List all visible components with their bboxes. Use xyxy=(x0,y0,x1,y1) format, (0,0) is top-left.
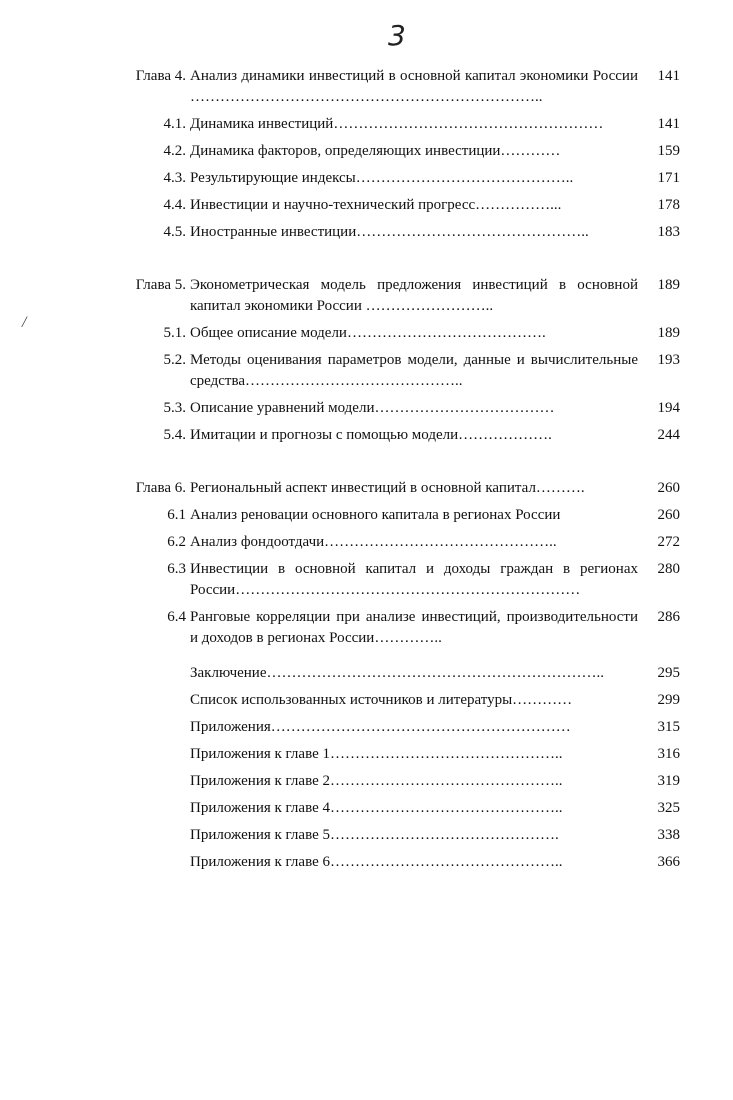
section-row[interactable] xyxy=(100,114,680,135)
section-title: Общее описание модели…………………………………. xyxy=(190,325,546,341)
section-page: 280 xyxy=(657,561,680,577)
section-row[interactable] xyxy=(100,532,680,553)
section-row[interactable] xyxy=(100,323,680,344)
section-number: 6.2 xyxy=(167,534,186,550)
section-number: 5.4. xyxy=(163,427,186,443)
section-page: 244 xyxy=(657,427,680,443)
section-row[interactable] xyxy=(100,168,680,189)
section-page: 272 xyxy=(657,534,680,550)
back-matter-row[interactable] xyxy=(100,798,680,819)
section-row[interactable] xyxy=(100,141,680,162)
back-matter-page: 299 xyxy=(657,692,680,708)
section-title: Анализ реновации основного капитала в регионах России xyxy=(190,507,561,523)
table-of-contents xyxy=(100,66,680,873)
back-matter-page: 366 xyxy=(657,854,680,870)
back-matter-row[interactable] xyxy=(100,771,680,792)
section-title: Ранговые корреляции при анализе инвестиций, производительности и доходов в регионах России………….. xyxy=(190,609,638,646)
section-number: 4.3. xyxy=(163,170,186,186)
section-row[interactable] xyxy=(100,398,680,419)
chapter-6-row[interactable] xyxy=(100,478,680,499)
section-page: 159 xyxy=(657,143,680,159)
chapter-5-row[interactable] xyxy=(100,275,680,317)
back-matter-row[interactable] xyxy=(100,852,680,873)
chapter-label: Глава 5. xyxy=(135,277,186,293)
section-page: 189 xyxy=(657,325,680,341)
section-number: 4.1. xyxy=(163,116,186,132)
back-matter-row[interactable] xyxy=(100,717,680,738)
back-matter-title: Заключение………………………………………………………….. xyxy=(190,665,604,681)
back-matter-title: Приложения к главе 5………………………………………. xyxy=(190,827,559,843)
section-page: 194 xyxy=(657,400,680,416)
section-number: 4.5. xyxy=(163,224,186,240)
chapter-title: Анализ динамики инвестиций в основной капитал экономики России …………………………………………………………….. xyxy=(190,68,638,105)
section-title: Имитации и прогнозы с помощью модели………………. xyxy=(190,427,552,443)
section-page: 193 xyxy=(657,352,680,368)
section-number: 4.2. xyxy=(163,143,186,159)
section-title: Инвестиции в основной капитал и доходы граждан в регионах России…………………………………………………………… xyxy=(190,561,638,598)
chapter-title: Региональный аспект инвестиций в основной капитал………. xyxy=(190,480,585,496)
section-number: 5.1. xyxy=(163,325,186,341)
section-title: Динамика факторов, определяющих инвестиции………… xyxy=(190,143,561,159)
chapter-label: Глава 4. xyxy=(135,68,186,84)
back-matter-page: 315 xyxy=(657,719,680,735)
section-number: 6.1 xyxy=(167,507,186,523)
section-number: 6.4 xyxy=(167,609,186,625)
section-title: Методы оценивания параметров модели, данные и вычислительные средства…………………………………….. xyxy=(190,352,638,389)
section-row[interactable] xyxy=(100,222,680,243)
back-matter-row[interactable] xyxy=(100,825,680,846)
back-matter-row[interactable] xyxy=(100,690,680,711)
section-title: Динамика инвестиций……………………………………………… xyxy=(190,116,604,132)
section-number: 5.2. xyxy=(163,352,186,368)
section-title: Иностранные инвестиции……………………………………….. xyxy=(190,224,589,240)
back-matter-title: Приложения к главе 1……………………………………….. xyxy=(190,746,563,762)
section-row[interactable] xyxy=(100,425,680,446)
chapter-page: 189 xyxy=(657,277,680,293)
chapter-title: Эконометрическая модель предложения инвестиций в основной капитал экономики России …………………….. xyxy=(190,277,638,314)
page-number: 3 xyxy=(388,19,406,52)
chapter-label: Глава 6. xyxy=(135,480,186,496)
back-matter-page: 319 xyxy=(657,773,680,789)
back-matter-page: 338 xyxy=(657,827,680,843)
section-title: Результирующие индексы…………………………………….. xyxy=(190,170,574,186)
chapter-page: 260 xyxy=(657,480,680,496)
back-matter-title: Список использованных источников и литературы………… xyxy=(190,692,573,708)
section-number: 5.3. xyxy=(163,400,186,416)
section-page: 141 xyxy=(657,116,680,132)
section-row[interactable] xyxy=(100,607,680,649)
back-matter-title: Приложения…………………………………………………… xyxy=(190,719,571,735)
back-matter-row[interactable] xyxy=(100,744,680,765)
section-page: 260 xyxy=(657,507,680,523)
back-matter-page: 325 xyxy=(657,800,680,816)
section-row[interactable] xyxy=(100,559,680,601)
chapter-page: 141 xyxy=(657,68,680,84)
section-title: Инвестиции и научно-технический прогресс……………... xyxy=(190,197,562,213)
back-matter-page: 295 xyxy=(657,665,680,681)
section-page: 178 xyxy=(657,197,680,213)
section-page: 286 xyxy=(657,609,680,625)
section-number: 6.3 xyxy=(167,561,186,577)
section-number: 4.4. xyxy=(163,197,186,213)
back-matter-title: Приложения к главе 4……………………………………….. xyxy=(190,800,563,816)
section-page: 171 xyxy=(657,170,680,186)
chapter-4-row[interactable] xyxy=(100,66,680,108)
section-row[interactable] xyxy=(100,350,680,392)
back-matter-title: Приложения к главе 2……………………………………….. xyxy=(190,773,563,789)
section-row[interactable] xyxy=(100,195,680,216)
section-row[interactable] xyxy=(100,505,680,526)
back-matter-row[interactable] xyxy=(100,663,680,684)
section-title: Анализ фондоотдачи……………………………………….. xyxy=(190,534,557,550)
margin-mark: / xyxy=(22,314,27,331)
section-title: Описание уравнений модели……………………………… xyxy=(190,400,555,416)
back-matter-page: 316 xyxy=(657,746,680,762)
back-matter-title: Приложения к главе 6……………………………………….. xyxy=(190,854,563,870)
section-page: 183 xyxy=(657,224,680,240)
